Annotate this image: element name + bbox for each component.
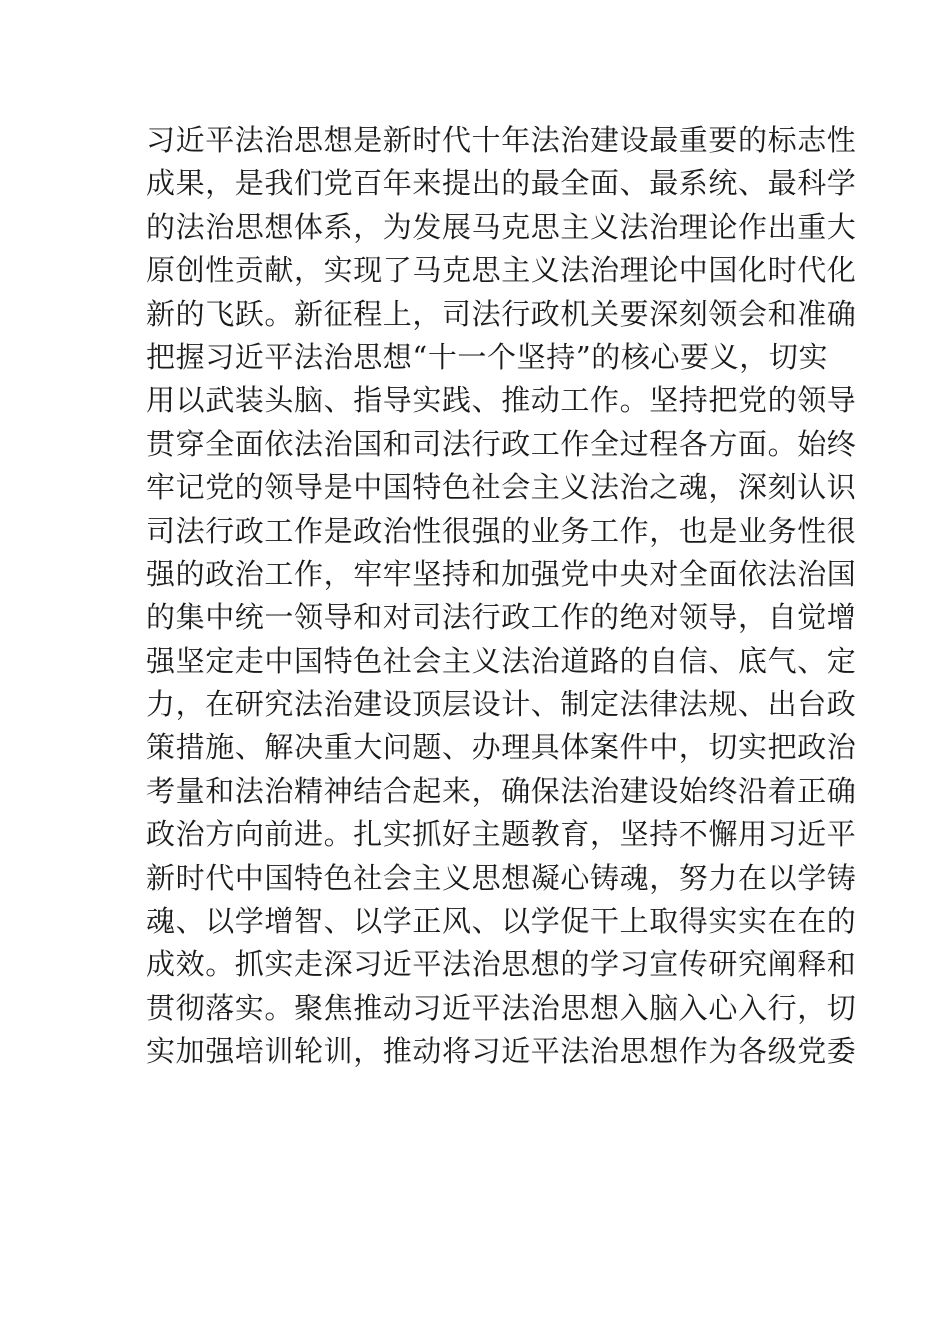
text-line: 新时代中国特色社会主义思想凝心铸魂，努力在以学铸 bbox=[146, 860, 857, 895]
text-line: 把握习近平法治思想“十一个坚持”的核心要义，切实 bbox=[146, 339, 829, 374]
text-line: 新的飞跃。新征程上，司法行政机关要深刻领会和准确 bbox=[146, 296, 857, 331]
text-line: 成效。抓实走深习近平法治思想的学习宣传研究阐释和 bbox=[146, 947, 857, 982]
text-line: 牢记党的领导是中国特色社会主义法治之魂，深刻认识 bbox=[146, 470, 857, 505]
text-line: 用以武装头脑、指导实践、推动工作。坚持把党的领导 bbox=[146, 383, 857, 418]
text-line: 习近平法治思想是新时代十年法治建设最重要的标志性 bbox=[146, 123, 857, 157]
text-line: 魂、以学增智、以学正风、以学促干上取得实实在在的 bbox=[146, 904, 857, 939]
text-line: 政治方向前进。扎实抓好主题教育，坚持不懈用习近平 bbox=[146, 817, 857, 852]
text-line: 考量和法治精神结合起来，确保法治建设始终沿着正确 bbox=[146, 773, 857, 808]
text-line: 实加强培训轮训，推动将习近平法治思想作为各级党委 bbox=[146, 1034, 857, 1069]
text-line: 成果，是我们党百年来提出的最全面、最系统、最科学 bbox=[146, 166, 857, 201]
text-line: 贯彻落实。聚焦推动习近平法治思想入脑入心入行，切 bbox=[146, 990, 857, 1025]
text-line: 的集中统一领导和对司法行政工作的绝对领导，自觉增 bbox=[146, 600, 857, 635]
text-line: 力，在研究法治建设顶层设计、制定法律法规、出台政 bbox=[146, 687, 857, 722]
text-line: 强坚定走中国特色社会主义法治道路的自信、底气、定 bbox=[146, 643, 857, 678]
text-line: 策措施、解决重大问题、办理具体案件中，切实把政治 bbox=[146, 730, 857, 765]
text-line: 强的政治工作，牢牢坚持和加强党中央对全面依法治国 bbox=[146, 556, 857, 591]
body-paragraph bbox=[146, 119, 857, 1074]
text-line: 贯穿全面依法治国和司法行政工作全过程各方面。始终 bbox=[146, 426, 857, 461]
text-line: 原创性贡献，实现了马克思主义法治理论中国化时代化 bbox=[146, 253, 857, 288]
text-line: 的法治思想体系，为发展马克思主义法治理论作出重大 bbox=[146, 209, 857, 244]
text-line: 司法行政工作是政治性很强的业务工作，也是业务性很 bbox=[146, 513, 857, 548]
